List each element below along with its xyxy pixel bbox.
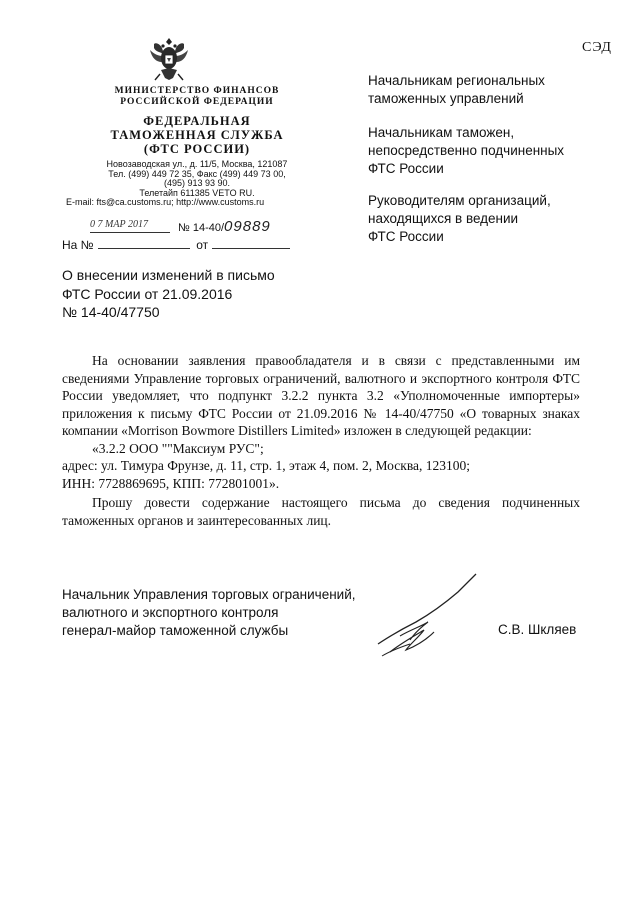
contact-phone: Тел. (499) 449 72 35, Факс (499) 449 73 00,	[108, 168, 286, 179]
handwritten-signature	[370, 566, 490, 666]
body-paragraph-2: Прошу довести содержание настоящего письма до сведения подчиненных таможенных органов и заинтересованных лиц.	[62, 495, 580, 528]
contact-phone-2: (495) 913 93 90.	[163, 178, 231, 189]
agency-name: ФЕДЕРАЛЬНАЯ ТАМОЖЕННАЯ СЛУЖБА (ФТС РОССИИ)	[110, 114, 284, 156]
coat-of-arms-emblem	[146, 34, 192, 84]
document-mark: СЭД	[582, 40, 612, 55]
quote-line-3: ИНН: 7728869695, КПП: 772801001».	[62, 475, 280, 491]
reply-date-line	[212, 238, 290, 249]
quote-line-1: «3.2.2 ООО ""Максиум РУС";	[92, 440, 264, 456]
signatory-name: С.В. Шкляев	[498, 622, 577, 637]
letter-body	[62, 352, 580, 529]
reply-number-line	[98, 238, 190, 249]
agency-contacts	[66, 160, 328, 208]
contact-teletype: Телетайп 611385 VETO RU.	[139, 187, 255, 198]
registration-line	[62, 218, 332, 236]
addressee-customs: Начальникам таможен, непосредственно подчиненных ФТС России	[368, 125, 565, 176]
reply-reference: На № от	[62, 238, 290, 252]
contact-email: E-mail: fts@ca.customs.ru; http://www.customs.ru	[66, 197, 265, 208]
registration-date: 0 7 МАР 2017	[90, 218, 170, 233]
registration-number: № 14-40/09889	[178, 218, 271, 235]
signatory-title: Начальник Управления торговых ограничений, валютного и экспортного контроля генерал-майор таможенной службы	[62, 587, 356, 638]
quote-line-2: адрес: ул. Тимура Фрунзе, д. 11, стр. 1, этаж 4, пом. 2, Москва, 123100;	[62, 458, 471, 473]
body-paragraph-1: На основании заявления правообладателя и в связи с представленными им сведениями Управление торговых ограничений, валютного и экспортного контроля ФТС России уведомляет, что подпункт 3.2.2 пункта 3.2 «Уполномоченные импортеры» приложения к письму ФТС России от 21.09.2016 № 14-40/47750 «О товарных знаках компании «Morrison Bowmore Distillers Limited» изложен в следующей редакции:	[62, 353, 580, 438]
addressee-organizations: Руководителям организаций, находящихся в ведении ФТС России	[368, 193, 551, 244]
letter-subject: О внесении изменений в письмо ФТС России от 21.09.2016 № 14-40/47750	[62, 267, 275, 320]
ministry-name: МИНИСТЕРСТВО ФИНАНСОВ РОССИЙСКОЙ ФЕДЕРАЦИИ	[114, 86, 280, 107]
addressee-regional: Начальникам региональных таможенных управлений	[368, 73, 545, 106]
contact-address: Новозаводская ул., д. 11/5, Москва, 121087	[106, 159, 288, 169]
